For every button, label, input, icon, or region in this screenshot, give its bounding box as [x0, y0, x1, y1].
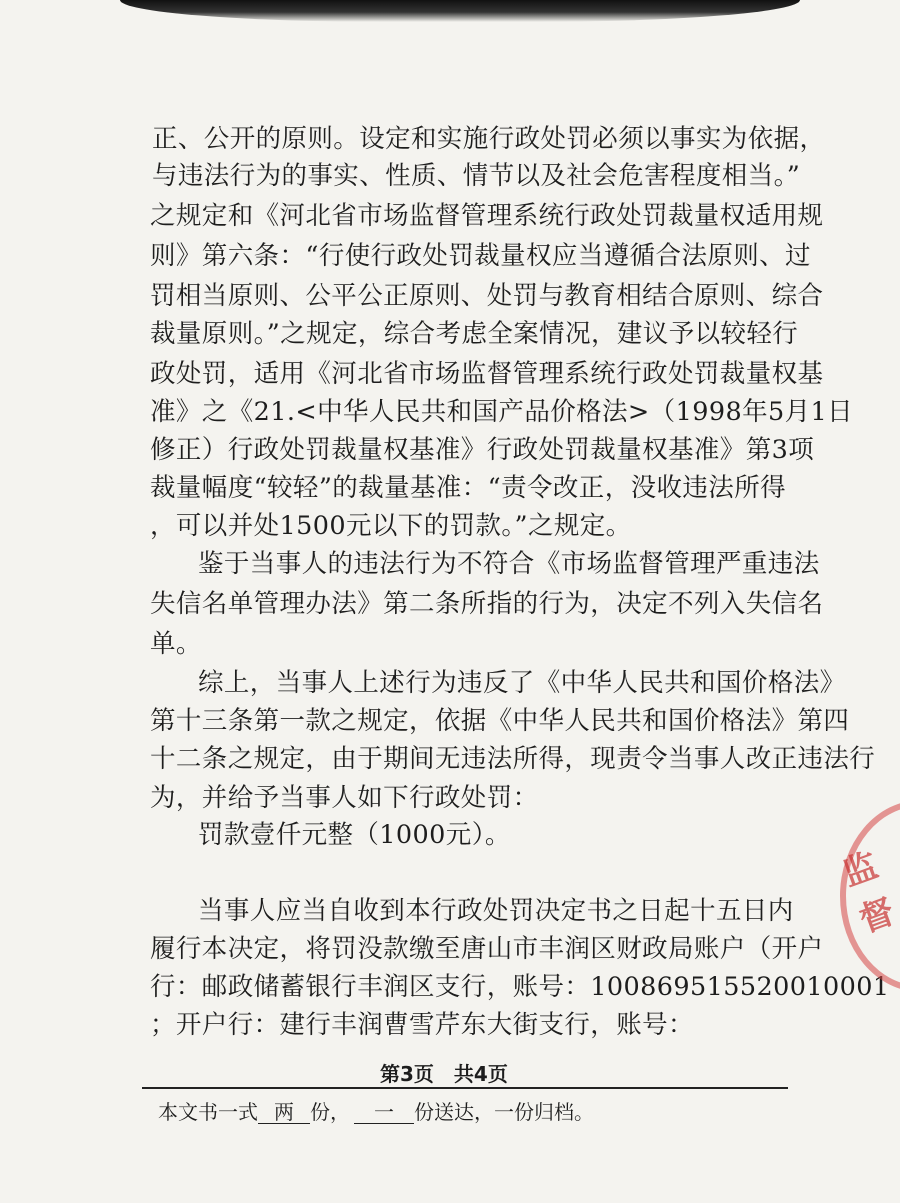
body-line-23: ；开户行：建行丰润曹雪芹东大街支行，账号：: [150, 1010, 694, 1040]
official-seal-text: 监督: [837, 845, 900, 941]
body-line-2: 与违法行为的事实、性质、情节以及社会危害程度相当。”: [152, 161, 801, 191]
body-line-6: 裁量原则。”之规定，综合考虑全案情况，建议予以较轻行: [150, 319, 799, 349]
body-line-19: 罚款壹仟元整（1000元）。: [198, 820, 511, 850]
body-line-4: 则》第六条：“行使行政处罚裁量权应当遵循合法原则、过: [150, 241, 811, 271]
body-line-18: 为，并给予当事人如下行政处罚：: [150, 783, 539, 813]
footer-note: [158, 1096, 594, 1125]
body-line-7: 政处罚，适用《河北省市场监督管理系统行政处罚裁量权基: [150, 359, 824, 389]
footer-delivered: 一: [354, 1101, 414, 1124]
body-line-1: 正、公开的原则。设定和实施行政处罚必须以事实为依据，: [152, 124, 826, 154]
page-number: [380, 1058, 508, 1087]
body-line-11: ，可以并处1500元以下的罚款。”之规定。: [150, 511, 632, 541]
body-line-12: 鉴于当事人的违法行为不符合《市场监督管理严重违法: [198, 549, 820, 579]
body-line-3: 之规定和《河北省市场监督管理系统行政处罚裁量权适用规: [150, 201, 824, 231]
page-number-suffix: 页: [487, 1062, 508, 1086]
page-number-prefix: 第: [380, 1062, 400, 1086]
body-line-22: 行：邮政储蓄银行丰润区支行，账号：100869515520010001: [150, 972, 890, 1002]
body-line-21: 履行本决定，将罚没款缴至唐山市丰润区财政局账户（开户: [150, 934, 824, 964]
body-line-17: 十二条之规定，由于期间无违法所得，现责令当事人改正违法行: [150, 744, 876, 774]
body-line-9: 修正）行政处罚裁量权基准》行政处罚裁量权基准》第3项: [150, 435, 815, 465]
page-number-current: 3: [400, 1062, 414, 1086]
footer-divider: [142, 1087, 788, 1089]
body-line-14: 单。: [150, 629, 202, 659]
page-number-middle: 页 共: [413, 1062, 474, 1086]
page-number-total: 4: [473, 1062, 488, 1086]
body-line-16: 第十三条第一款之规定，依据《中华人民共和国价格法》第四: [150, 706, 850, 736]
footer-copies: 两: [258, 1101, 310, 1124]
body-line-5: 罚相当原则、公平公正原则、处罚与教育相结合原则、综合: [150, 281, 824, 311]
scan-top-shadow: [120, 0, 800, 22]
body-line-13: 失信名单管理办法》第二条所指的行为，决定不列入失信名: [150, 589, 824, 619]
body-line-8: 准》之《21.<中华人民共和国产品价格法>（1998年5月1日: [150, 397, 854, 427]
body-line-15: 综上，当事人上述行为违反了《中华人民共和国价格法》: [198, 668, 846, 698]
footer-mid: 份，: [310, 1100, 350, 1124]
body-line-20: 当事人应当自收到本行政处罚决定书之日起十五日内: [198, 896, 794, 926]
body-line-10: 裁量幅度“较轻”的裁量基准：“责令改正，没收违法所得: [150, 473, 787, 503]
footer-prefix: 本文书一式: [158, 1100, 258, 1124]
footer-suffix: 份送达，一份归档。: [414, 1100, 594, 1124]
